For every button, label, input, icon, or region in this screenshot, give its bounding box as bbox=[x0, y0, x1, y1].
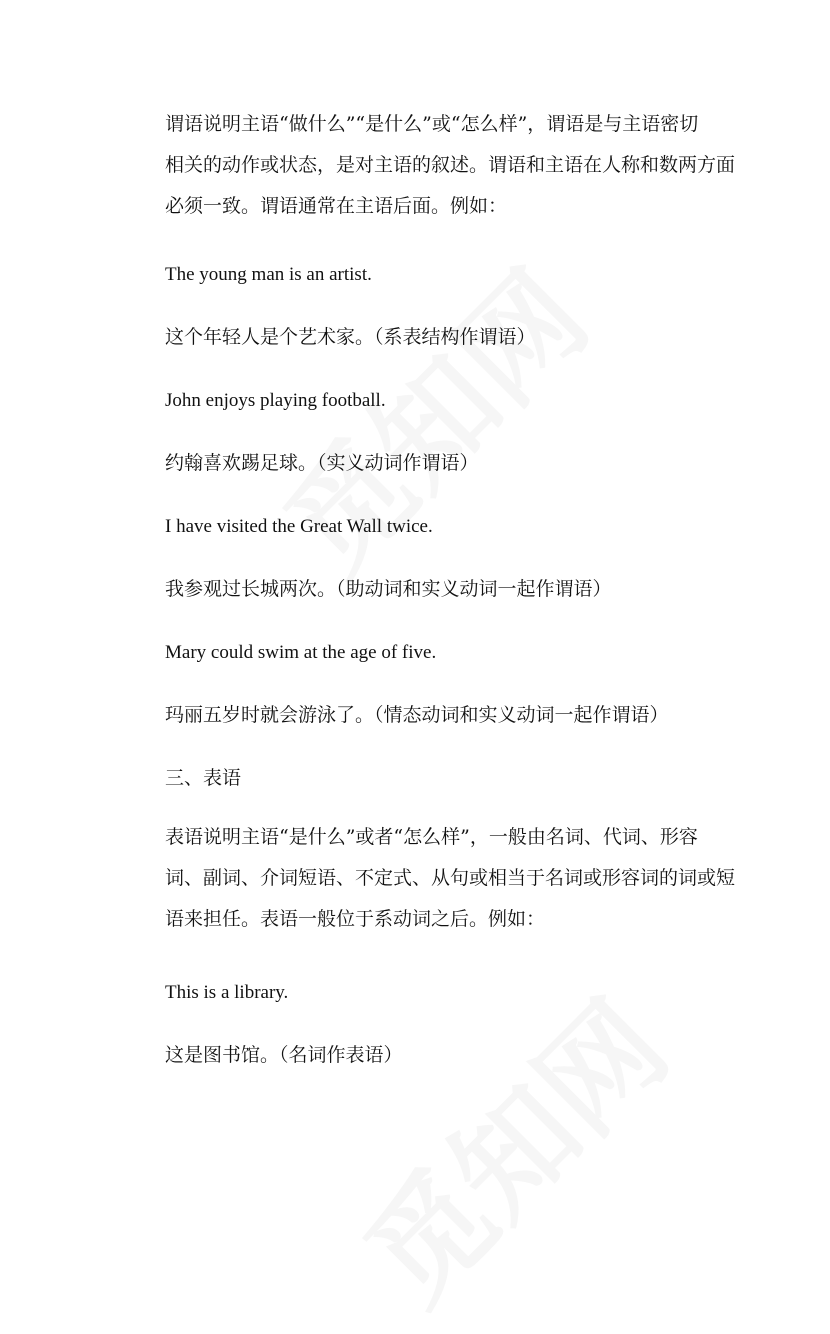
example-english: John enjoys playing football. bbox=[165, 390, 386, 411]
example-english: This is a library. bbox=[165, 982, 289, 1003]
example-chinese: 我参观过长城两次。（助动词和实义动词一起作谓语） bbox=[165, 578, 612, 600]
paragraph-line: 必须一致。谓语通常在主语后面。例如： bbox=[165, 195, 508, 217]
paragraph-line: 语来担任。表语一般位于系动词之后。例如： bbox=[165, 908, 546, 930]
example-chinese: 约翰喜欢踢足球。（实义动词作谓语） bbox=[165, 452, 479, 474]
example-chinese: 这个年轻人是个艺术家。（系表结构作谓语） bbox=[165, 326, 536, 348]
paragraph-line: 表语说明主语“是什么”或者“怎么样”，一般由名词、代词、形容 bbox=[165, 826, 698, 848]
predicative-paragraph bbox=[165, 817, 736, 940]
paragraph-line: 谓语说明主语“做什么”“是什么”或“怎么样”，谓语是与主语密切 bbox=[165, 113, 699, 135]
example-english: The young man is an artist. bbox=[165, 264, 372, 285]
section-heading: 三、表语 bbox=[165, 767, 242, 789]
predicate-paragraph bbox=[165, 104, 736, 227]
watermark bbox=[322, 958, 698, 1334]
example-chinese: 这是图书馆。（名词作表语） bbox=[165, 1044, 403, 1066]
example-english: Mary could swim at the age of five. bbox=[165, 642, 437, 663]
paragraph-line: 词、副词、介词短语、不定式、从句或相当于名词或形容词的词或短 bbox=[165, 867, 736, 889]
example-english: I have visited the Great Wall twice. bbox=[165, 516, 433, 537]
paragraph-line: 相关的动作或状态，是对主语的叙述。谓语和主语在人称和数两方面 bbox=[165, 154, 736, 176]
example-chinese: 玛丽五岁时就会游泳了。（情态动词和实义动词一起作谓语） bbox=[165, 704, 669, 726]
